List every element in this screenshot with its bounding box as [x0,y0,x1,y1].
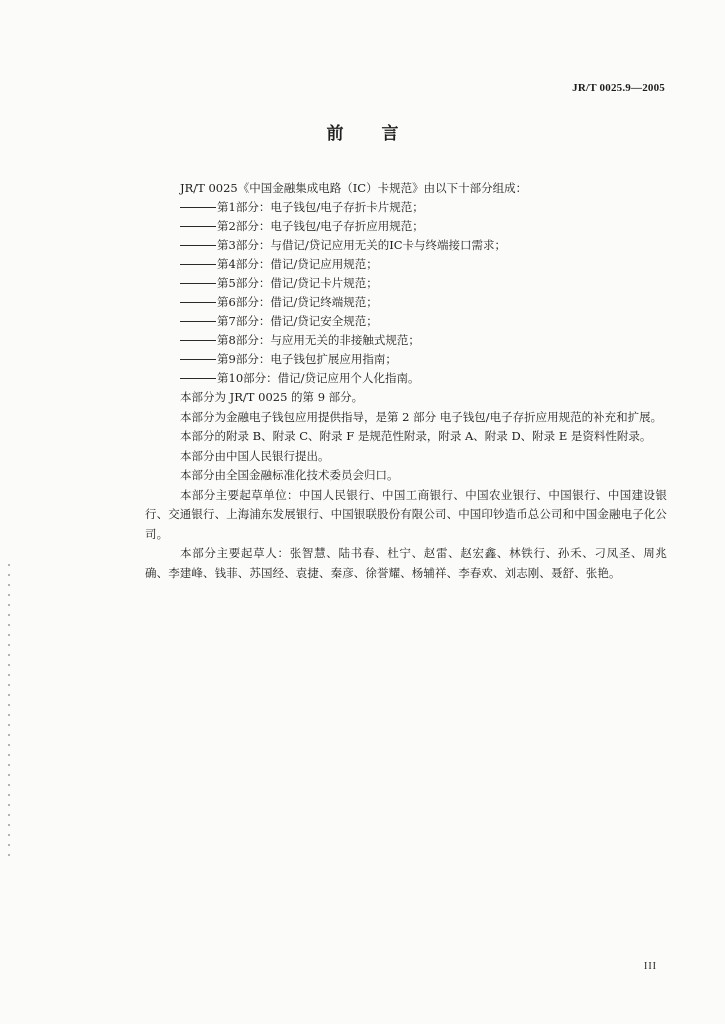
page-title: 前 言 [326,124,415,144]
paragraph-drafting-units: 本部分主要起草单位：中国人民银行、中国工商银行、中国农业银行、中国银行、中国建设银行、交通银行、上海浦东发展银行、中国银联股份有限公司、中国印钞造币总公司和中国金融电子化公司。 [145,487,667,541]
binding-dots [8,560,10,860]
document-id: JR/T 0025.9—2005 [572,82,665,94]
paragraph-proposer: 本部分由中国人民银行提出。 [180,448,330,463]
part-item: 第2部分：电子钱包/电子存折应用规范； [145,217,667,236]
dash-rule [180,207,216,208]
dash-rule [180,245,216,246]
foreword-body [145,179,667,583]
part-item: 第5部分：借记/贷记卡片规范； [145,274,667,293]
part-item: 第3部分：与借记/贷记应用无关的IC卡与终端接口需求； [145,236,667,255]
paragraph-drafters: 本部分主要起草人：张智慧、陆书春、杜宁、赵雷、赵宏鑫、林铁行、孙禾、刁凤圣、周兆确、李建峰、钱菲、苏国经、袁捷、秦彦、徐誉耀、杨辅祥、李春欢、刘志刚、聂舒、张艳。 [145,546,667,580]
paragraph-annexes: 本部分的附录 B、附录 C、附录 F 是规范性附录，附录 A、附录 D、附录 E 是资料性附录。 [180,429,652,443]
dash-rule [180,321,216,322]
dash-rule [180,340,216,341]
dash-rule [180,378,216,379]
dash-rule [180,226,216,227]
part-item: 第10部分：借记/贷记应用个人化指南。 [145,369,667,388]
paragraph-purpose: 本部分为金融电子钱包应用提供指导，是第 2 部分 电子钱包/电子存折应用规范的补充和扩展。 [180,409,663,424]
dash-rule [180,359,216,360]
page-number: III [644,961,657,972]
part-item: 第6部分：借记/贷记终端规范； [145,293,667,312]
part-item: 第7部分：借记/贷记安全规范； [145,312,667,331]
intro-line: JR/T 0025《中国金融集成电路（IC）卡规范》由以下十部分组成： [180,181,528,195]
paragraph-scope: 本部分为 JR/T 0025 的第 9 部分。 [180,390,364,404]
part-item: 第4部分：借记/贷记应用规范； [145,255,667,274]
part-item: 第9部分：电子钱包扩展应用指南； [145,350,667,369]
dash-rule [180,302,216,303]
paragraph-committee: 本部分由全国金融标准化技术委员会归口。 [180,468,399,482]
dash-rule [180,264,216,265]
part-item: 第8部分：与应用无关的非接触式规范； [145,331,667,350]
part-item: 第1部分：电子钱包/电子存折卡片规范； [145,198,667,217]
dash-rule [180,283,216,284]
